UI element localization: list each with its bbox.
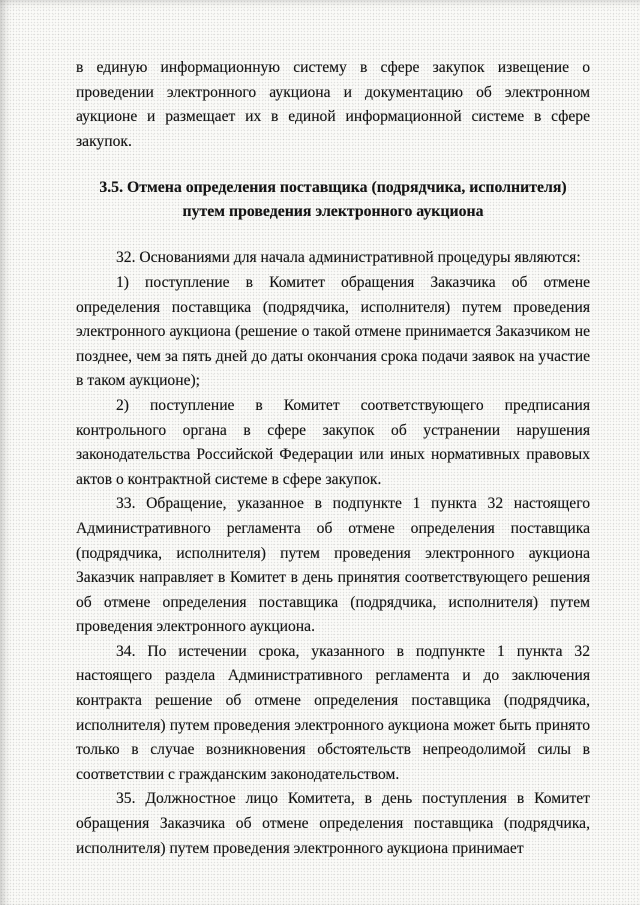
document-body	[76, 56, 590, 861]
intro-paragraph: в единую информационную систему в сфере закупок извещение о проведении электронного аукциона и документацию об электронном аукционе и размещает их в единой информационной системе в сфере закупок.	[76, 59, 590, 150]
paragraph-33: 33. Обращение, указанное в подпункте 1 пункта 32 настоящего Административного регламента об отмене определения поставщика (подрядчика, исполнителя) путем проведения электронного аукциона Заказчик направляет в Комитет в день принятия соответствующего решения об отмене определения поставщика (подрядчика, исполнителя) путем проведения электронного аукциона.	[76, 495, 590, 636]
paragraph-35: 35. Должностное лицо Комитета, в день поступления в Комитет обращения Заказчика об отмене определения поставщика (подрядчика, исполнителя) путем проведения электронного аукциона принимает	[76, 790, 590, 857]
paragraph-32: 32. Основаниями для начала административной процедуры являются:	[116, 249, 581, 267]
paragraph-32-item-1: 1) поступление в Комитет обращения Заказчика об отмене определения поставщика (подрядчика, исполнителя) путем проведения электронного аукциона (решение о такой отмене принимается Заказчиком не позднее, чем за пять дней до даты окончания срока подачи заявок на участие в таком аукционе);	[76, 273, 590, 390]
section-heading: 3.5. Отмена определения поставщика (подрядчика, исполнителя) путем проведения электронного аукциона	[99, 179, 567, 221]
paragraph-34: 34. По истечении срока, указанного в подпункте 1 пункта 32 настоящего раздела Административного регламента и до заключения контракта решение об отмене определения поставщика (подрядчика, исполнителя) путем проведения электронного аукциона может быть принято только в случае возникновения обстоятельств непреодолимой силы в соответствии с гражданским законодательством.	[76, 642, 590, 783]
paragraph-32-item-2: 2) поступление в Комитет соответствующего предписания контрольного органа в сфере закупок об устранении нарушения законодательства Российской Федерации или иных нормативных правовых актов о контрактной системе в сфере закупок.	[76, 396, 590, 488]
